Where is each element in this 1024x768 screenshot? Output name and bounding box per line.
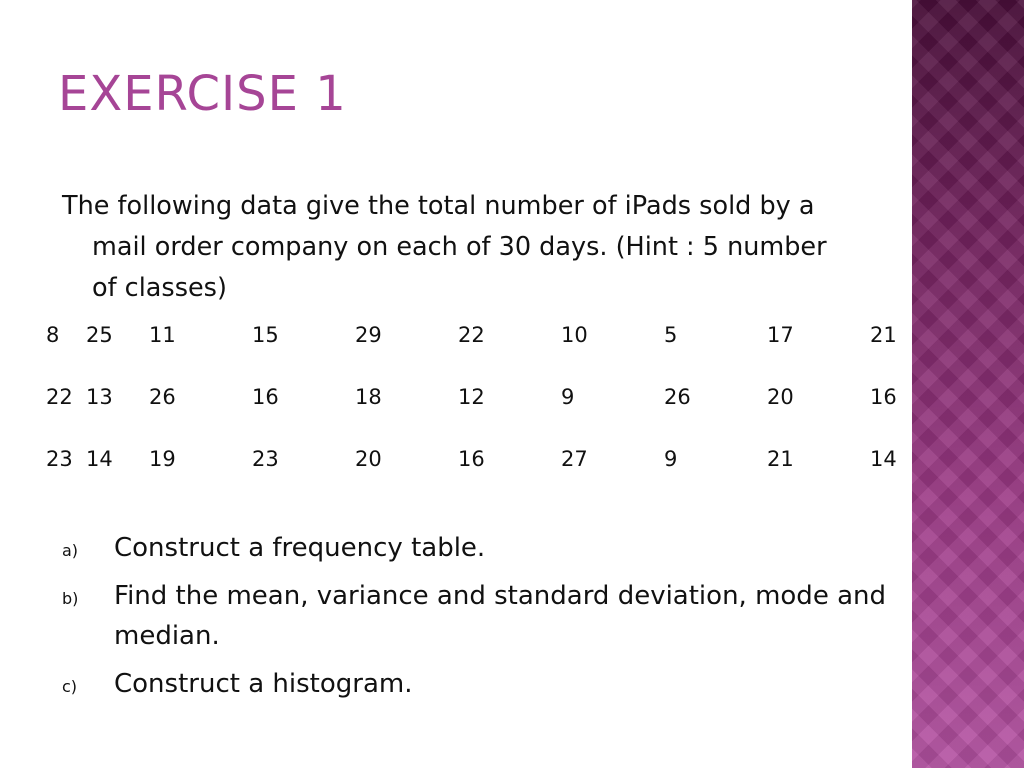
problem-statement [62, 186, 922, 309]
problem-statement-line: The following data give the total number of iPads sold by a [62, 191, 815, 221]
data-cell: 16 [870, 385, 897, 409]
ipad-sales-data-table [46, 304, 920, 490]
task-marker: c) [62, 677, 78, 696]
data-cell: 10 [561, 323, 588, 347]
decorative-side-panel [912, 0, 1024, 768]
data-cell: 23 [46, 447, 73, 471]
data-cell: 26 [664, 385, 691, 409]
data-cell: 20 [767, 385, 794, 409]
data-cell: 20 [355, 447, 382, 471]
data-cell: 18 [355, 385, 382, 409]
data-cell: 19 [149, 447, 176, 471]
data-row [46, 428, 920, 490]
data-row [46, 366, 920, 428]
task-item [62, 576, 902, 656]
task-list [62, 528, 902, 712]
data-cell: 5 [664, 323, 678, 347]
problem-statement-line: mail order company on each of 30 days. (Hint : 5 number [92, 232, 827, 262]
task-text: Find the mean, variance and standard deviation, mode and median. [114, 581, 886, 651]
data-cell: 26 [149, 385, 176, 409]
data-cell: 22 [46, 385, 73, 409]
data-row [46, 304, 920, 366]
task-text: Construct a histogram. [114, 669, 413, 699]
data-cell: 23 [252, 447, 279, 471]
task-item [62, 664, 902, 704]
data-cell: 21 [767, 447, 794, 471]
data-cell: 14 [870, 447, 897, 471]
data-cell: 27 [561, 447, 588, 471]
data-cell: 22 [458, 323, 485, 347]
data-cell: 8 [46, 323, 60, 347]
data-cell: 21 [870, 323, 897, 347]
data-cell: 11 [149, 323, 176, 347]
data-cell: 13 [86, 385, 113, 409]
task-text: Construct a frequency table. [114, 533, 486, 563]
problem-statement-line: of classes) [92, 273, 227, 303]
slide-title: EXERCISE 1 [58, 66, 347, 122]
data-cell: 25 [86, 323, 113, 347]
data-cell: 16 [252, 385, 279, 409]
data-cell: 17 [767, 323, 794, 347]
task-marker: b) [62, 589, 79, 608]
task-marker: a) [62, 541, 79, 560]
data-cell: 14 [86, 447, 113, 471]
task-item [62, 528, 902, 568]
data-cell: 15 [252, 323, 279, 347]
data-cell: 9 [664, 447, 678, 471]
data-cell: 29 [355, 323, 382, 347]
data-cell: 12 [458, 385, 485, 409]
data-cell: 16 [458, 447, 485, 471]
data-cell: 9 [561, 385, 575, 409]
